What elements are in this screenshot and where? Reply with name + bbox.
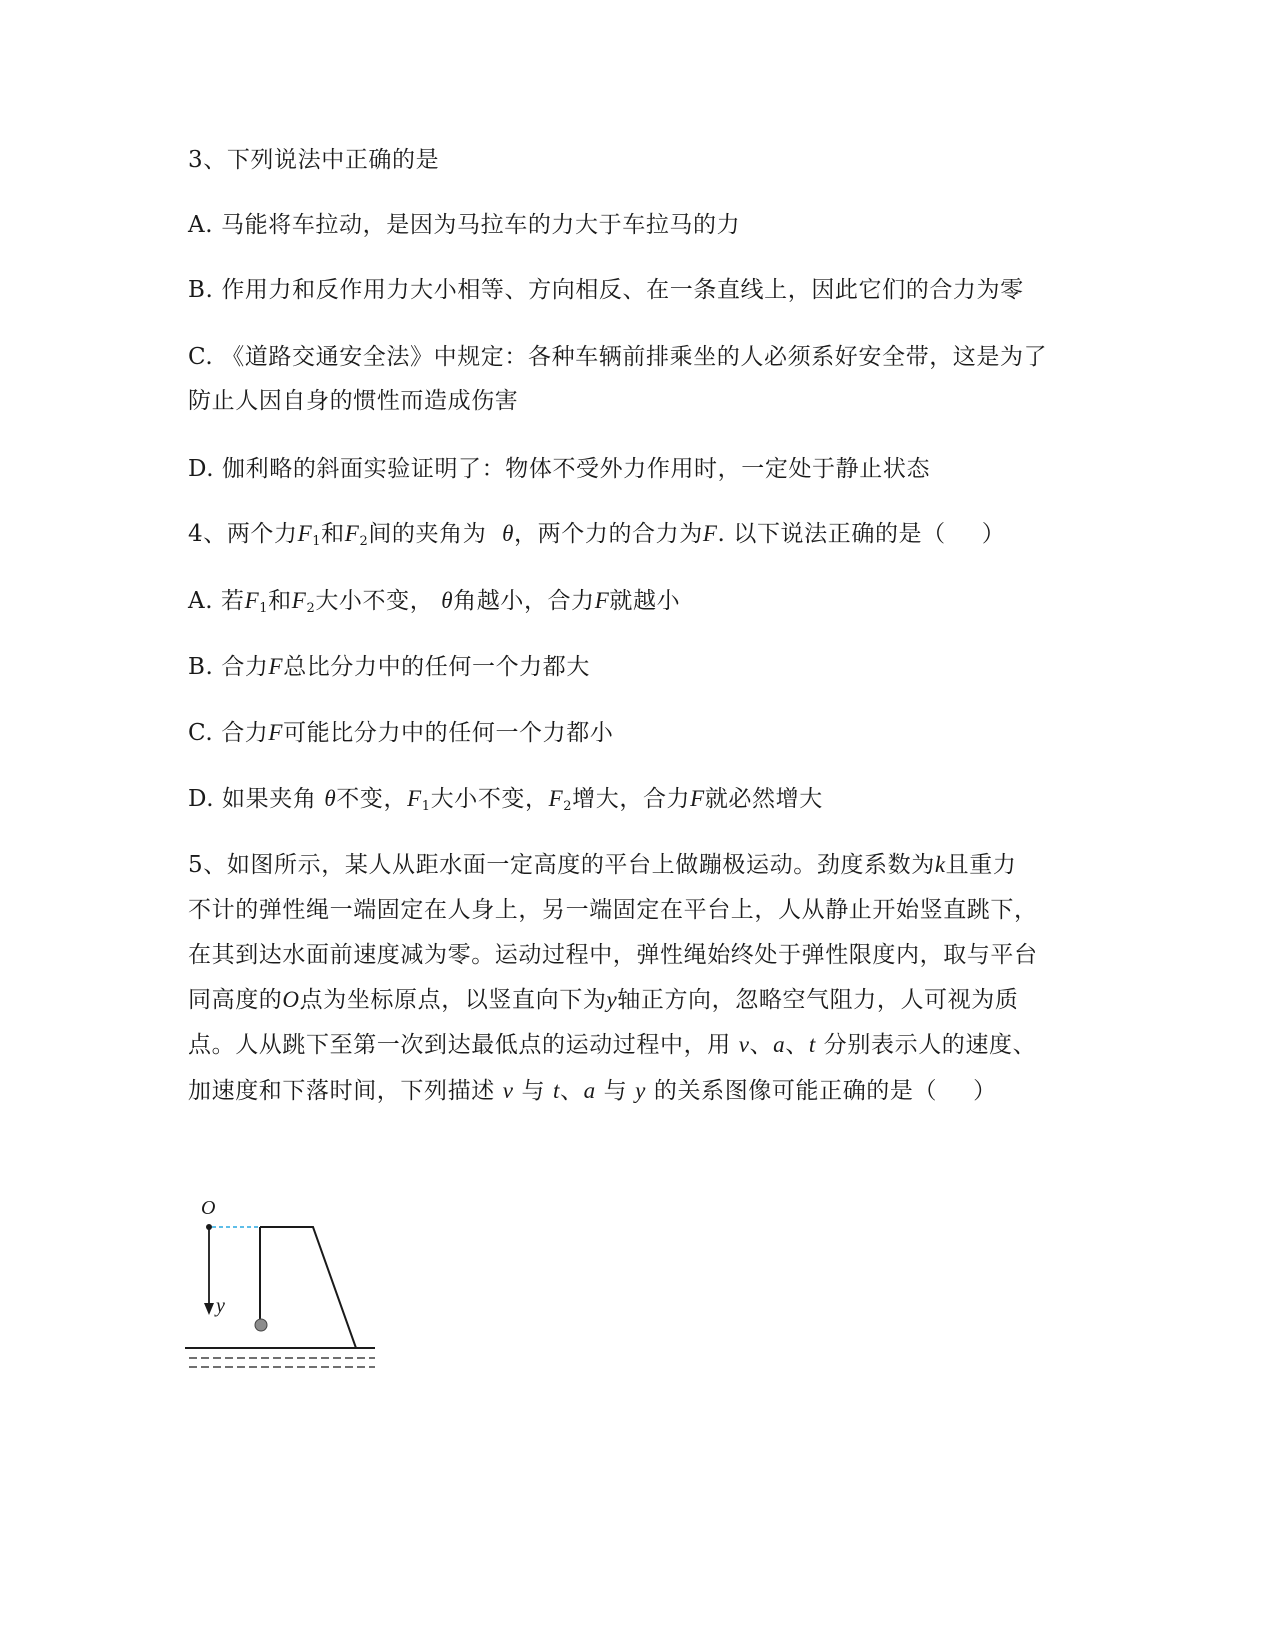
- q5-line-6: [188, 1076, 997, 1106]
- subscript-1: 1: [421, 799, 431, 814]
- q5-line-2: 不计的弹性绳一端固定在人身上，另一端固定在平台上，人从静止开始竖直跳下，: [188, 897, 1038, 923]
- q5-text: 与: [603, 1078, 628, 1104]
- q4-and-text: 和: [268, 588, 292, 614]
- var-theta: θ: [502, 521, 515, 546]
- var-k: k: [934, 852, 946, 877]
- q5-line-1: [188, 850, 1016, 880]
- q4-stem-text: 间的夹角为: [368, 521, 487, 547]
- q5-line-4: [188, 985, 1018, 1015]
- q5-sep: 、: [749, 1032, 774, 1058]
- var-y: y: [606, 987, 618, 1012]
- var-t: t: [553, 1078, 560, 1103]
- q5-sep: 、: [560, 1078, 584, 1104]
- subscript-1: 1: [312, 534, 322, 549]
- q3-option-d: D. 伽利略的斜面实验证明了：物体不受外力作用时，一定处于静止状态: [188, 456, 931, 482]
- q5-text: 轴正方向，忽略空气阻力，人可视为质: [617, 987, 1019, 1013]
- q4-stem: [188, 519, 1005, 557]
- q5-text: 加速度和下落时间，下列描述: [188, 1078, 495, 1104]
- q4-c-text: C. 合力: [188, 720, 269, 746]
- var-F: F: [268, 720, 284, 745]
- subscript-2: 2: [359, 534, 369, 549]
- q5-text: 与: [521, 1078, 546, 1104]
- q5-line-5: [188, 1030, 1036, 1060]
- q3-stem: 3、下列说法中正确的是: [188, 147, 440, 173]
- answer-blank-close: ）: [973, 1078, 997, 1104]
- q5-text: 的关系图像可能正确的是（: [653, 1078, 938, 1104]
- var-v: v: [502, 1078, 514, 1103]
- subscript-1: 1: [259, 601, 269, 616]
- q4-a-text: 角越小，合力: [453, 588, 595, 614]
- platform-outline: [260, 1227, 356, 1348]
- person-ball: [255, 1319, 267, 1331]
- var-F: F: [407, 786, 422, 811]
- var-F: F: [594, 588, 610, 613]
- var-O: O: [282, 987, 300, 1012]
- q4-a-text: 就越小: [609, 588, 681, 614]
- q4-option-a: [188, 586, 680, 624]
- var-v: v: [738, 1032, 750, 1057]
- origin-label: O: [201, 1197, 216, 1219]
- q4-d-text: D. 如果夹角: [188, 786, 317, 812]
- subscript-2: 2: [563, 799, 573, 814]
- q4-b-text: B. 合力: [188, 654, 269, 680]
- var-F: F: [268, 654, 284, 679]
- axis-label: y: [216, 1295, 225, 1317]
- q4-and-text: 和: [321, 521, 345, 547]
- q4-d-text: 增大，合力: [572, 786, 691, 812]
- var-F: F: [702, 521, 718, 546]
- answer-blank-close: ）: [981, 521, 1006, 547]
- q4-stem-text: 4、两个力: [188, 521, 298, 547]
- q5-text: 且重力: [945, 852, 1017, 878]
- var-F: F: [291, 588, 307, 613]
- q5-sep: 、: [785, 1032, 809, 1058]
- q4-option-b: [188, 652, 590, 682]
- q5-text: 分别表示人的速度、: [823, 1032, 1037, 1058]
- q3-option-b: B. 作用力和反作用力大小相等、方向相反、在一条直线上，因此它们的合力为零: [188, 277, 1024, 303]
- q5-text: 点为坐标原点，以竖直向下为: [299, 987, 607, 1013]
- q4-a-text: A. 若: [188, 588, 245, 614]
- q4-c-text: 可能比分力中的任何一个力都小: [283, 720, 614, 746]
- var-theta: θ: [441, 588, 454, 613]
- bungee-figure: [185, 1195, 405, 1395]
- subscript-2: 2: [306, 601, 316, 616]
- q5-text: 5、如图所示，某人从距水面一定高度的平台上做蹦极运动。劲度系数为: [188, 852, 935, 878]
- var-a: a: [773, 1032, 786, 1057]
- q5-line-3: 在其到达水面前速度减为零。运动过程中，弹性绳始终处于弹性限度内，取与平台: [188, 942, 1038, 968]
- q5-text: 同高度的: [188, 987, 283, 1013]
- q4-option-d: [188, 784, 823, 822]
- q4-b-text: 总比分力中的任何一个力都大: [283, 654, 590, 680]
- var-F: F: [244, 588, 260, 613]
- var-y: y: [635, 1078, 646, 1103]
- q3-option-a: A. 马能将车拉动，是因为马拉车的力大于车拉马的力: [188, 212, 741, 238]
- var-a: a: [583, 1078, 596, 1103]
- q3-option-c-line1: C. 《道路交通安全法》中规定：各种车辆前排乘坐的人必须系好安全带，这是为了: [188, 344, 1048, 370]
- q4-d-text: 不变，: [336, 786, 408, 812]
- q4-stem-text: ，两个力的合力为: [514, 521, 703, 547]
- var-F: F: [344, 521, 360, 546]
- var-F: F: [548, 786, 564, 811]
- var-t: t: [808, 1032, 816, 1057]
- q4-d-text: 大小不变，: [430, 786, 549, 812]
- q5-text: 点。人从跳下至第一次到达最低点的运动过程中，用: [188, 1032, 731, 1058]
- y-axis-arrow-icon: [204, 1303, 214, 1315]
- q4-stem-text: . 以下说法正确的是（: [717, 521, 946, 547]
- var-F: F: [690, 786, 705, 811]
- q4-d-text: 就必然增大: [704, 786, 823, 812]
- var-F: F: [297, 521, 313, 546]
- q4-option-c: [188, 718, 613, 748]
- var-theta: θ: [324, 786, 337, 811]
- q3-option-c-line2: 防止人因自身的惯性而造成伤害: [188, 388, 519, 414]
- q4-a-text: 大小不变，: [315, 588, 434, 614]
